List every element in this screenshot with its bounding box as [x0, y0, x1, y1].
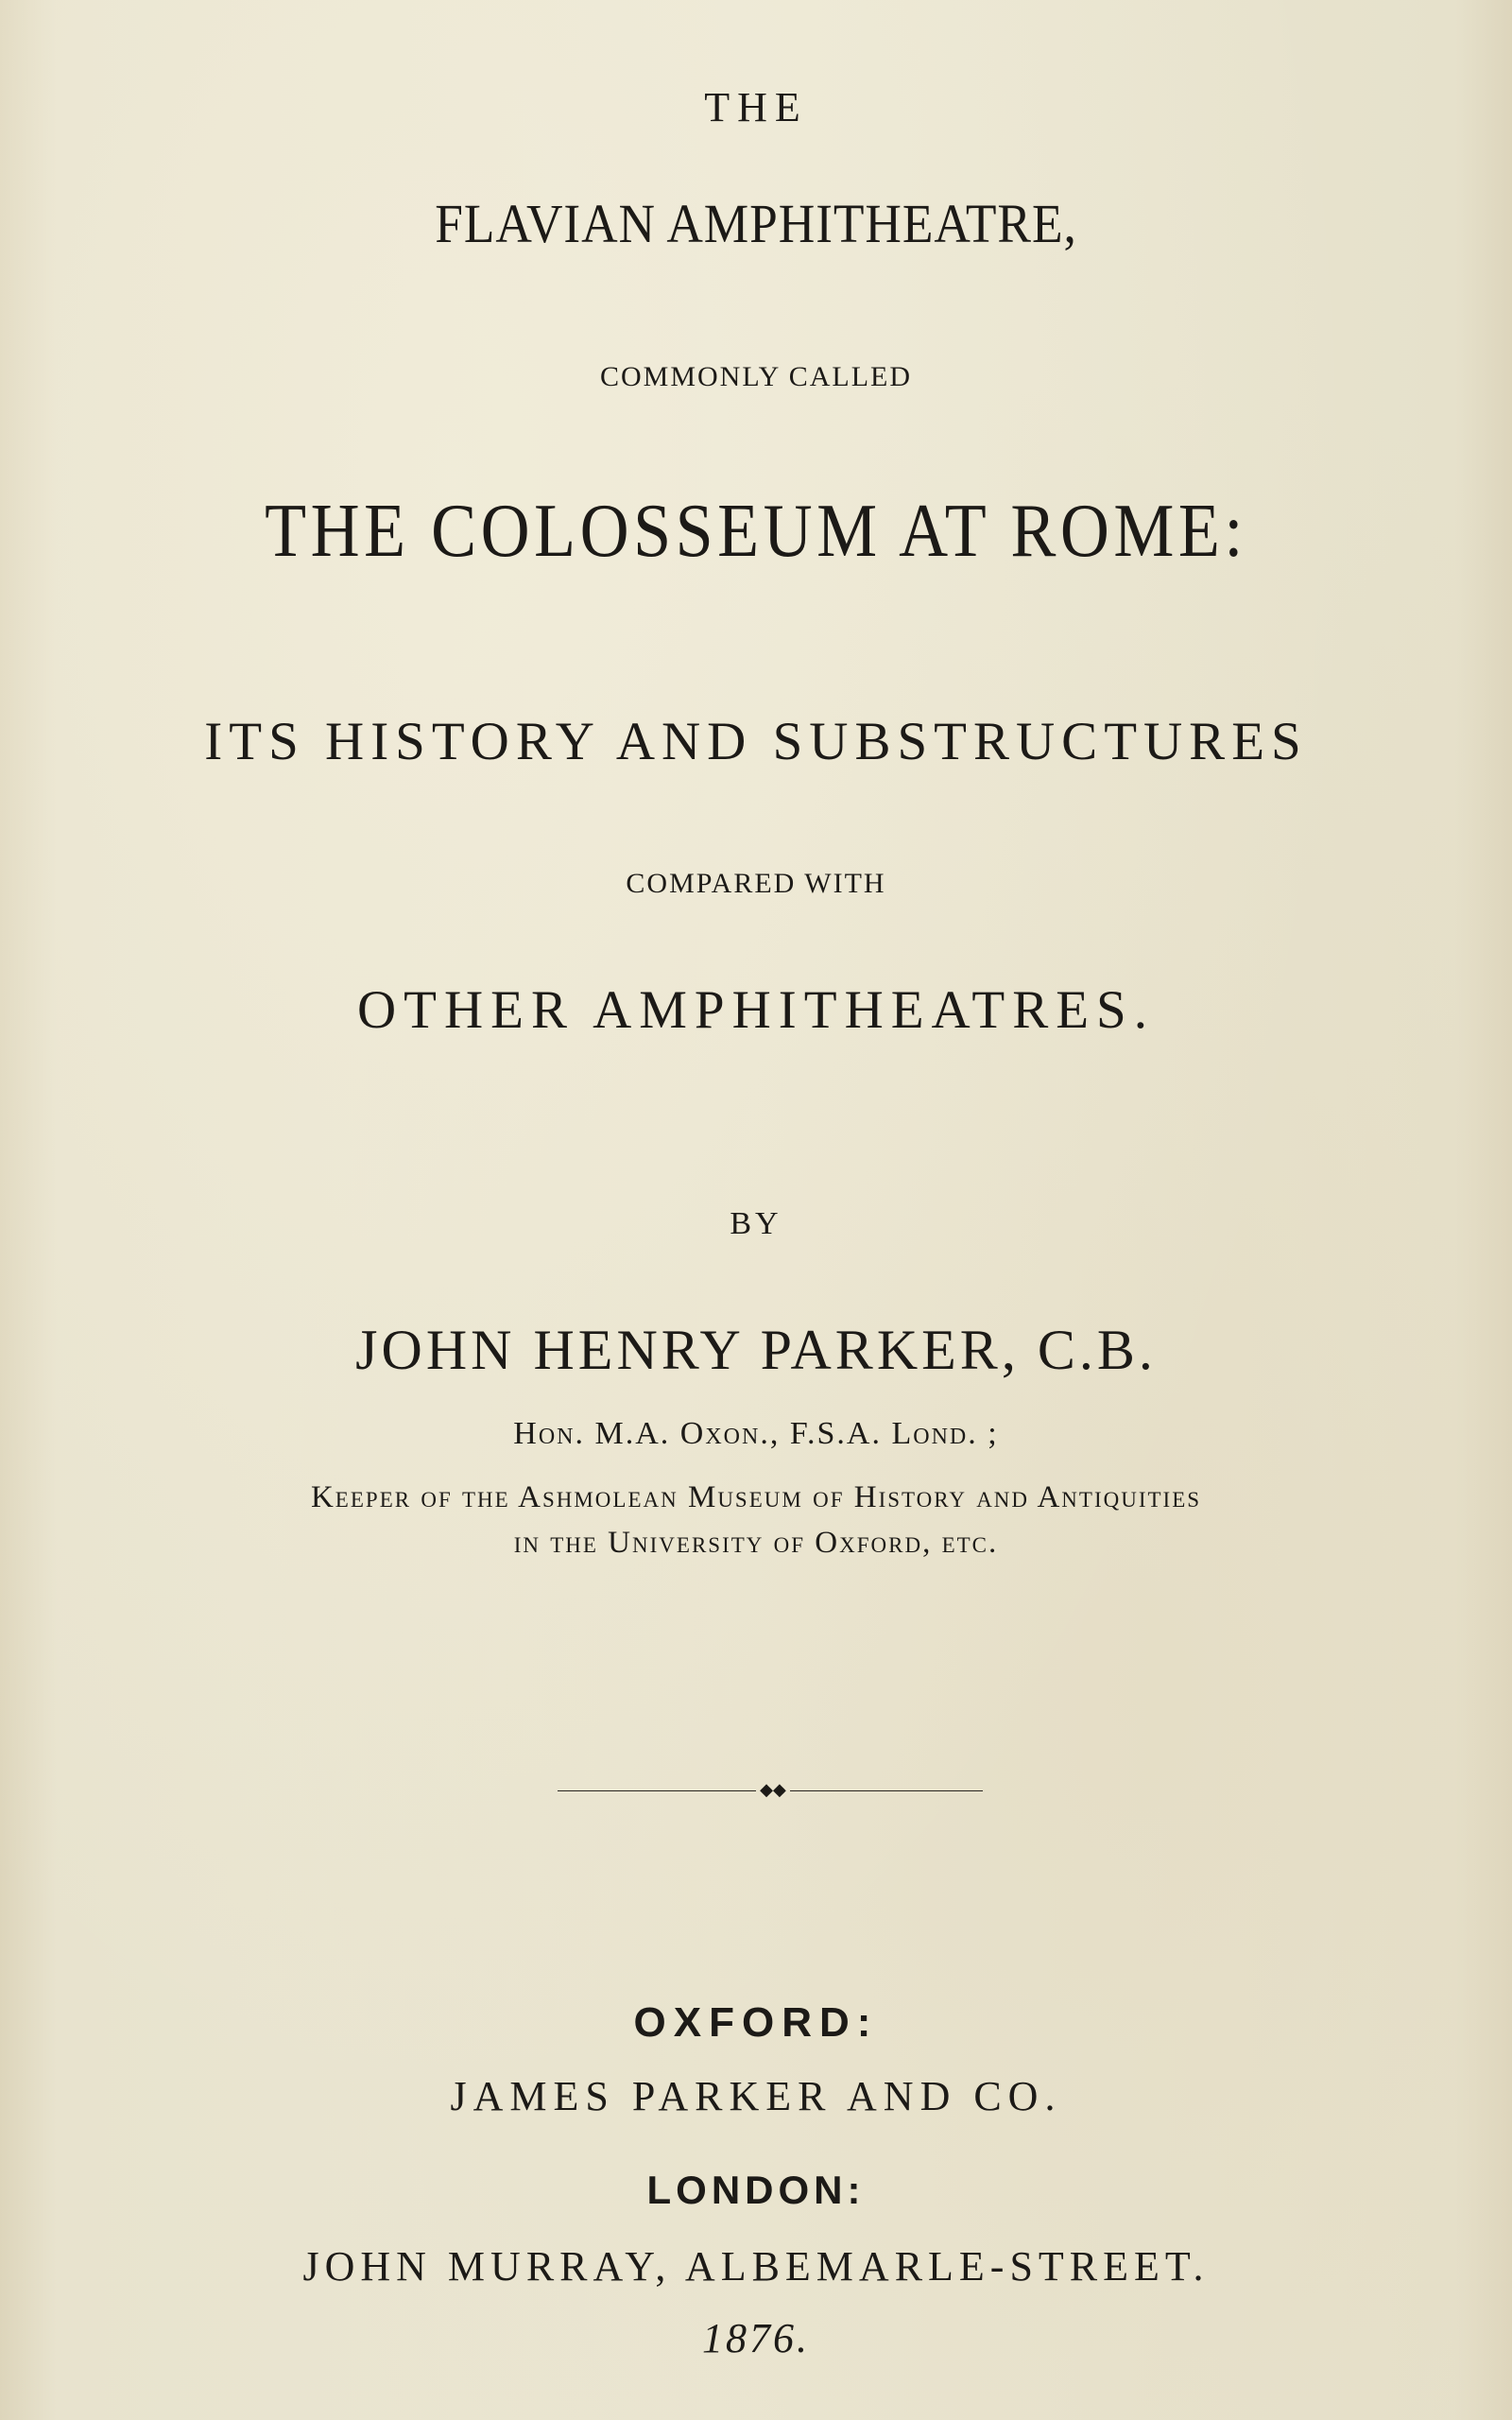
- heading-the: THE: [704, 84, 808, 130]
- author-position-line2: in the University of Oxford, etc.: [513, 1526, 999, 1560]
- imprint-year: 1876.: [702, 2315, 810, 2361]
- author-credentials: Hon. M.A. Oxon., F.S.A. Lond. ;: [513, 1416, 999, 1451]
- double-diamond-rule-icon: ◆◆: [760, 1780, 786, 1800]
- rule-line-left: [558, 1790, 756, 1791]
- rule-line-right: [790, 1790, 983, 1791]
- imprint-publisher-oxford: JAMES PARKER AND CO.: [450, 2073, 1062, 2119]
- ornamental-rule: [558, 1781, 983, 1800]
- by-label: BY: [730, 1206, 782, 1241]
- compared-with-label: COMPARED WITH: [626, 868, 886, 899]
- imprint-city-london: LONDON:: [646, 2168, 866, 2212]
- subtitle-other-amphitheatres: OTHER AMPHITHEATRES.: [356, 980, 1156, 1040]
- main-title: THE COLOSSEUM AT ROME:: [265, 490, 1247, 573]
- imprint-publisher-london: JOHN MURRAY, ALBEMARLE-STREET.: [302, 2243, 1210, 2290]
- heading-flavian-amphitheatre: FLAVIAN AMPHITHEATRE,: [435, 193, 1077, 254]
- commonly-called-label: COMMONLY CALLED: [599, 361, 913, 392]
- author-name: JOHN HENRY PARKER, C.B.: [355, 1319, 1157, 1381]
- subtitle: ITS HISTORY AND SUBSTRUCTURES: [204, 712, 1308, 771]
- imprint-city-oxford: OXFORD:: [633, 1999, 879, 2046]
- author-position-line1: Keeper of the Ashmolean Museum of History and Antiquities: [310, 1480, 1202, 1514]
